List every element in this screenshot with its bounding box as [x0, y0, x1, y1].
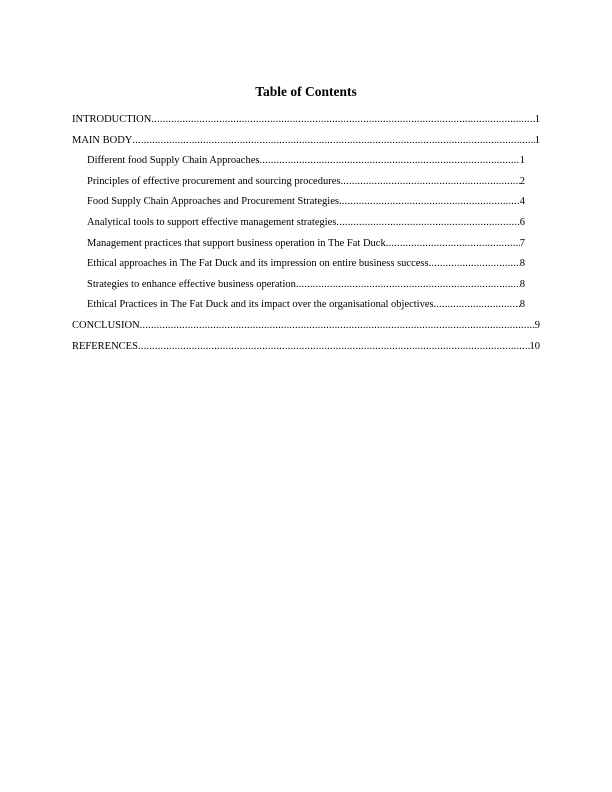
toc-entry-label: Ethical approaches in The Fat Duck and its impression on entire business success	[87, 258, 429, 270]
toc-entry-label: Analytical tools to support effective management strategies	[87, 216, 337, 228]
toc-entry-ethical-practices[interactable]	[72, 298, 542, 319]
dot-leader	[339, 195, 520, 209]
toc-entry-page: 8	[519, 258, 525, 270]
toc-entry-label: Different food Supply Chain Approaches	[87, 155, 260, 167]
toc-entry-page: 4	[519, 196, 525, 208]
dot-leader	[336, 216, 519, 230]
dot-leader	[386, 237, 520, 251]
toc-entry-procurement-strategies[interactable]	[72, 195, 542, 216]
toc-entry-label: REFERENCES	[72, 340, 138, 352]
toc-entry-page: 9	[534, 319, 540, 331]
toc-entry-ethical-approaches[interactable]	[72, 257, 542, 278]
dot-leader	[140, 319, 535, 333]
table-of-contents	[72, 113, 542, 360]
toc-entry-main-body[interactable]	[72, 134, 542, 155]
toc-entry-food-supply-chain-approaches[interactable]	[72, 154, 542, 175]
toc-entry-page: 1	[534, 114, 540, 125]
toc-entry-conclusion[interactable]	[72, 319, 542, 340]
dot-leader	[340, 175, 519, 189]
toc-entry-label: Food Supply Chain Approaches and Procurement Strategies	[87, 196, 339, 208]
dot-leader	[436, 298, 520, 312]
toc-entry-page: 2	[519, 175, 525, 187]
toc-entry-procurement-principles[interactable]	[72, 175, 542, 196]
dot-leader	[429, 257, 520, 271]
toc-entry-label: Strategies to enhance effective business operation	[87, 278, 296, 290]
dot-leader	[151, 113, 534, 127]
toc-entry-label: Management practices that support business operation in The Fat Duck	[87, 237, 386, 249]
toc-entry-page: 1	[519, 155, 525, 167]
toc-entry-page: 6	[519, 216, 525, 228]
toc-entry-page: 1	[534, 134, 540, 146]
dot-leader	[296, 278, 520, 292]
toc-entry-references[interactable]	[72, 340, 542, 361]
toc-entry-page: 8	[519, 278, 525, 290]
dot-leader	[132, 134, 534, 148]
toc-title: Table of Contents	[255, 84, 357, 99]
toc-entry-management-practices[interactable]	[72, 237, 542, 258]
toc-entry-page: 7	[519, 237, 525, 249]
toc-entry-label: Ethical Practices in The Fat Duck and its impact over the organisational objectives.	[87, 299, 437, 311]
dot-leader	[138, 340, 530, 354]
toc-entry-label: CONCLUSION	[72, 319, 140, 331]
toc-entry-label: INTRODUCTION	[72, 114, 152, 125]
toc-entry-label: MAIN BODY	[72, 134, 133, 146]
toc-entry-page: 8	[519, 299, 525, 311]
toc-entry-page: 10	[529, 340, 540, 352]
toc-entry-introduction[interactable]	[72, 113, 542, 134]
dot-leader	[259, 154, 519, 168]
toc-entry-enhance-strategies[interactable]	[72, 278, 542, 299]
toc-entry-label: Principles of effective procurement and sourcing procedures	[87, 175, 341, 187]
toc-entry-analytical-tools[interactable]	[72, 216, 542, 237]
